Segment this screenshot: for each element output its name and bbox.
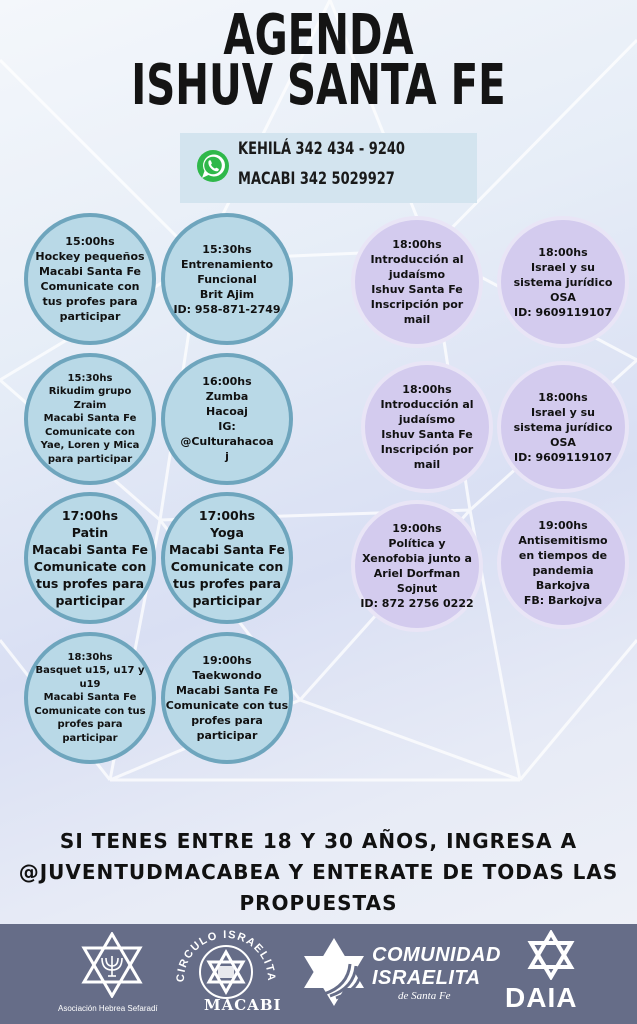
- event-line: Rikudim grupo: [48, 386, 132, 398]
- event-line: Comunicate con: [170, 559, 284, 574]
- event-line: ID: 9609119107: [514, 450, 612, 464]
- event-line: participar: [196, 729, 258, 742]
- star-of-david-menorah-icon: [80, 932, 144, 998]
- event-line: sistema jurídico: [513, 275, 613, 289]
- event-line: Hockey pequeños: [35, 250, 145, 263]
- event-line: Introducción al: [380, 398, 474, 411]
- event-circle: [24, 492, 156, 624]
- event-time: 15:00hs: [65, 235, 115, 248]
- event-line: Macabi Santa Fe: [169, 542, 285, 557]
- event-line: Patin: [71, 525, 109, 540]
- event-line: ID: 9609119107: [514, 305, 612, 319]
- event-line: Ariel Dorfman: [373, 567, 461, 580]
- event-circle: [161, 353, 293, 485]
- event-circle: [497, 361, 629, 493]
- event-line: Macabi Santa Fe: [38, 265, 141, 278]
- event-line: tus profes para: [42, 295, 138, 308]
- event-line: Macabi Santa Fe: [43, 692, 137, 704]
- event-time: 18:30hs: [67, 651, 113, 663]
- event-line: Sojnut: [396, 582, 438, 595]
- daia-star-icon: [527, 930, 575, 980]
- event-line: Israel y su: [531, 260, 595, 274]
- logo3-line2: ISRAELITA: [372, 967, 481, 989]
- event-line: Entrenamiento: [180, 257, 274, 271]
- sponsor-footer: [0, 924, 637, 1024]
- event-time: 18:00hs: [538, 245, 588, 259]
- contact-macabi: MACABI 342 5029927: [238, 169, 395, 189]
- event-time: 19:00hs: [202, 654, 252, 667]
- event-circle: [161, 213, 293, 345]
- event-line: Funcional: [197, 272, 257, 286]
- event-line: Ishuv Santa Fe: [371, 283, 463, 296]
- event-time: 15:30hs: [202, 242, 252, 256]
- event-circle: [497, 216, 629, 348]
- youth-callout-line3: PROPUESTAS: [239, 891, 398, 915]
- event-line: IG:: [218, 420, 236, 433]
- event-time: 17:00hs: [198, 508, 256, 523]
- event-circle: [24, 353, 156, 485]
- event-line: OSA: [550, 435, 576, 449]
- whatsapp-icon[interactable]: [196, 149, 230, 183]
- event-circle: [497, 497, 629, 629]
- event-time: 18:00hs: [538, 390, 588, 404]
- event-line: Ishuv Santa Fe: [381, 428, 473, 441]
- event-line: Comunicate con: [40, 280, 140, 293]
- event-line: Zraim: [73, 399, 107, 411]
- event-time: 15:30hs: [67, 372, 113, 384]
- event-time: 18:00hs: [402, 383, 452, 396]
- event-line: profes para: [191, 714, 263, 727]
- event-line: mail: [403, 313, 431, 326]
- event-line: Macabi Santa Fe: [175, 684, 278, 697]
- event-line: Israel y su: [531, 405, 595, 419]
- event-line: participar: [62, 732, 118, 744]
- event-line: tus profes para: [172, 576, 282, 591]
- logo3-line3: de Santa Fe: [398, 990, 451, 1002]
- event-line: profes para: [57, 719, 123, 731]
- page-title-line1: AGENDA: [223, 3, 414, 68]
- event-line: FB: Barkojva: [523, 594, 603, 607]
- event-line: j: [225, 450, 229, 463]
- event-line: Zumba: [205, 390, 249, 403]
- event-line: ID: 958-871-2749: [173, 302, 281, 316]
- event-circle: [24, 632, 156, 764]
- event-time: 19:00hs: [538, 519, 588, 532]
- event-line: pandemia: [532, 564, 594, 577]
- event-line: Macabi Santa Fe: [43, 413, 137, 425]
- event-line: Taekwondo: [192, 669, 262, 682]
- event-line: Política y: [388, 537, 446, 550]
- event-line: judaísmo: [398, 413, 456, 426]
- event-time: 18:00hs: [392, 238, 442, 251]
- event-line: Inscripción por: [370, 298, 464, 311]
- event-line: en tiempos de: [518, 549, 608, 562]
- event-line: participar: [59, 310, 121, 323]
- event-line: Antisemitismo: [518, 534, 608, 547]
- event-circle: [361, 361, 493, 493]
- event-line: participar: [192, 593, 262, 608]
- contact-kehila: KEHILÁ 342 434 - 9240: [238, 139, 405, 159]
- event-circle: [351, 500, 483, 632]
- event-line: participar: [55, 593, 125, 608]
- event-line: sistema jurídico: [513, 420, 613, 434]
- logo2-bottom-label: MACABI: [204, 996, 282, 1014]
- event-line: Yoga: [210, 525, 244, 540]
- youth-callout-line2[interactable]: @JUVENTUDMACABEA Y ENTERATE DE TODAS LAS: [18, 860, 619, 884]
- event-time: 17:00hs: [61, 508, 119, 523]
- event-line: u19: [79, 678, 101, 690]
- event-line: Inscripción por: [380, 443, 474, 456]
- event-circle: [161, 632, 293, 764]
- event-line: Comunicate con: [45, 426, 135, 438]
- contact-box: [180, 133, 477, 203]
- event-line: Yae, Loren y Mica: [40, 440, 140, 452]
- comunidad-star-icon: [298, 934, 370, 1010]
- event-line: para participar: [47, 453, 133, 465]
- event-circle: [351, 216, 483, 348]
- event-line: @Culturahacoa: [180, 435, 274, 448]
- event-circle: [161, 492, 293, 624]
- event-line: Comunicate con tus: [34, 705, 146, 717]
- event-line: Introducción al: [370, 253, 464, 266]
- event-line: Comunicate con tus: [165, 699, 289, 712]
- event-line: Macabi Santa Fe: [32, 542, 148, 557]
- event-line: Hacoaj: [206, 405, 248, 418]
- event-line: Basquet u15, u17 y: [35, 665, 145, 677]
- event-line: Barkojva: [535, 579, 591, 592]
- logo2-arc-label: CIRCULO ISRAELITA: [174, 928, 278, 983]
- event-line: mail: [413, 458, 441, 471]
- event-line: Xenofobia junto a: [362, 552, 472, 565]
- youth-callout-line1: SI TENES ENTRE 18 Y 30 AÑOS, INGRESA A: [59, 829, 578, 853]
- event-time: 19:00hs: [392, 522, 442, 535]
- event-circle: [24, 213, 156, 345]
- event-line: Brit Ajim: [199, 287, 255, 301]
- event-line: tus profes para: [35, 576, 145, 591]
- logo3-line1: COMUNIDAD: [372, 944, 501, 966]
- event-line: Comunicate con: [33, 559, 147, 574]
- event-line: judaísmo: [388, 268, 446, 281]
- event-line: ID: 872 2756 0222: [360, 597, 474, 610]
- page-title-line2: ISHUV SANTA FE: [131, 53, 506, 118]
- svg-text:CIRCULO ISRAELITA: [175, 929, 277, 982]
- logo1-caption: Asociación Hebrea Sefaradí: [58, 1004, 158, 1013]
- logo4-label: DAIA: [505, 982, 578, 1013]
- event-time: 16:00hs: [202, 375, 252, 388]
- event-line: OSA: [550, 290, 576, 304]
